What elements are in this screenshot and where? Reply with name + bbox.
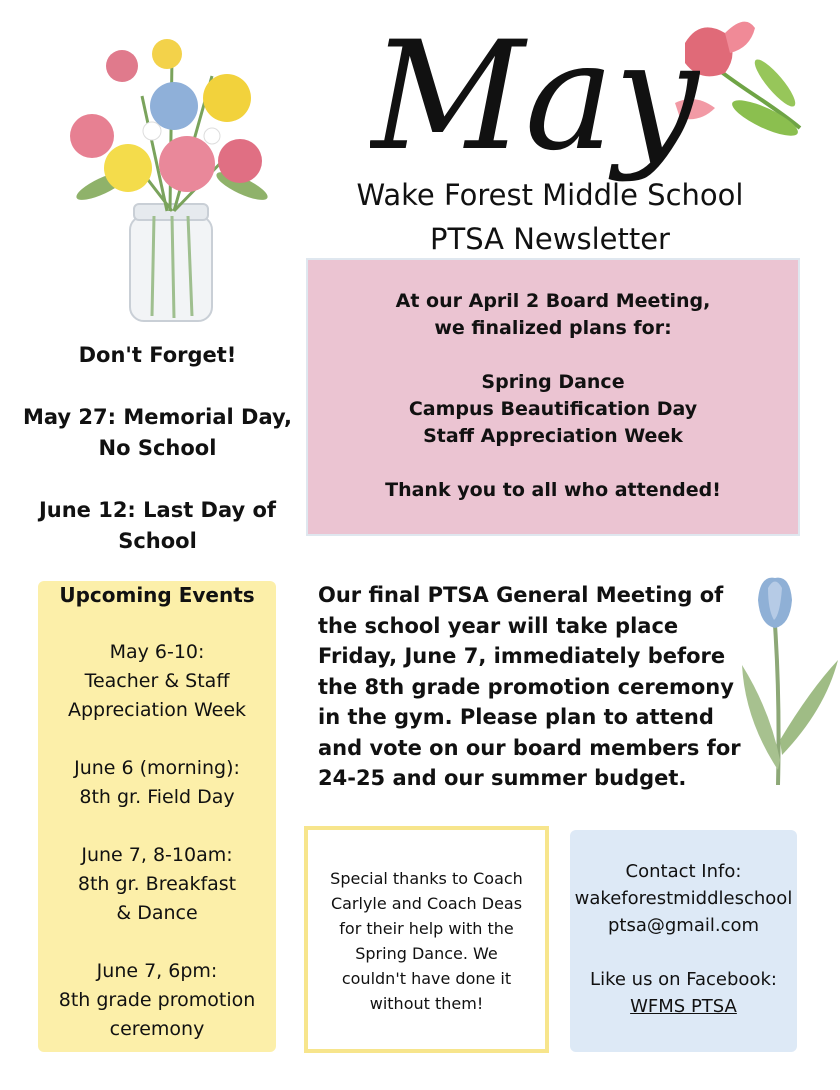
event-what: & Dance — [116, 902, 198, 924]
month-title — [370, 8, 700, 198]
event-what: Teacher & Staff — [84, 670, 230, 692]
event-when: June 6 (morning): — [74, 757, 240, 779]
facebook-prompt: Like us on Facebook: — [590, 969, 777, 990]
event-what: ceremony — [109, 1018, 205, 1040]
newsletter-title: PTSA Newsletter — [430, 222, 670, 256]
board-intro-line1: At our April 2 Board Meeting, — [395, 290, 711, 312]
reminder-line: June 12: Last Day of — [38, 498, 277, 522]
facebook-link[interactable]: WFMS PTSA — [630, 996, 737, 1017]
dont-forget-heading: Don't Forget! — [78, 343, 237, 367]
board-item: Campus Beautification Day — [408, 398, 698, 420]
board-item: Staff Appreciation Week — [423, 425, 683, 447]
event-what: 8th gr. Field Day — [79, 786, 235, 808]
upcoming-events-box — [38, 581, 276, 1052]
reminder-line: May 27: Memorial Day, — [22, 405, 293, 429]
svg-text:May: May — [371, 10, 699, 184]
contact-email-line2: ptsa@gmail.com — [607, 915, 760, 936]
contact-info-box — [570, 830, 797, 1052]
dont-forget-section — [20, 340, 295, 557]
event-when: June 7, 8-10am: — [81, 844, 233, 866]
school-name: Wake Forest Middle School — [356, 178, 744, 212]
board-intro-line2: we finalized plans for: — [434, 317, 672, 339]
board-meeting-box — [306, 258, 800, 536]
flower-bouquet-illustration — [62, 36, 277, 326]
contact-email-line1: wakeforestmiddleschool — [574, 888, 793, 909]
board-item: Spring Dance — [481, 371, 625, 393]
event-what: 8th gr. Breakfast — [77, 873, 237, 895]
event-what: 8th grade promotion — [58, 989, 256, 1011]
reminder-line: School — [118, 529, 197, 553]
event-what: Appreciation Week — [67, 699, 247, 721]
board-thanks: Thank you to all who attended! — [385, 479, 721, 501]
event-when: May 6-10: — [109, 641, 205, 663]
general-meeting-announcement: Our final PTSA General Meeting of the school year will take place Friday, June 7, immediately before the 8th grade promotion ceremony in the gym. Please plan to attend and vote on our board members for 24-25 and our summer budget. — [318, 583, 741, 790]
reminder-line: No School — [98, 436, 217, 460]
event-when: June 7, 6pm: — [96, 960, 218, 982]
contact-heading: Contact Info: — [625, 861, 742, 882]
special-thanks-text: Special thanks to Coach Carlyle and Coach Deas for their help with the Spring Dance. We couldn't have done it without them! — [330, 869, 523, 1013]
upcoming-events-heading: Upcoming Events — [59, 583, 255, 607]
special-thanks-box — [304, 826, 549, 1053]
